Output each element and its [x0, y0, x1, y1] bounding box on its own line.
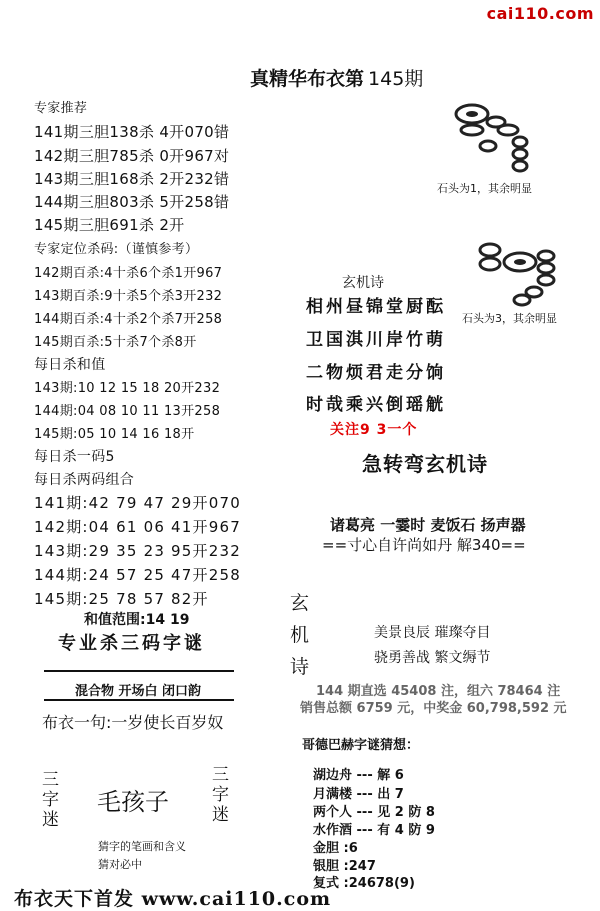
follow-note: 关注9 3一个 [330, 422, 418, 438]
site-logo: cai110.com [486, 4, 594, 23]
poem-line: 时哉乘兴倒瑶觥 [306, 395, 446, 415]
position-header: 专家定位杀码:（谨慎参考） [34, 242, 199, 257]
goldbach-row: 湖边舟 --- 解 6 [313, 768, 404, 783]
stone-diagram-1 [448, 100, 558, 180]
riddle-hint: 猜字的笔画和含义 [98, 840, 186, 853]
expert-header: 专家推荐 [34, 101, 88, 116]
kill-two-row: 145期:25 78 57 82开 [34, 590, 209, 608]
kill-two-row: 141期:42 79 47 29开070 [34, 494, 241, 512]
sum-range: 和值范围:14 19 [84, 612, 190, 628]
xuanji-line: 骁勇善战 繁文缛节 [374, 650, 491, 666]
page-title [250, 64, 423, 91]
expert-row: 141期三胆138杀 4开070错 [34, 123, 230, 141]
stone-caption-2: 石头为3，其余明显 [462, 312, 557, 325]
expert-row: 145期三胆691杀 2开 [34, 216, 185, 234]
riddle-hint: 猜对必中 [98, 858, 142, 871]
xuanji-label-char: 机 [290, 624, 310, 646]
poem-line: 二物烦君走分饷 [306, 363, 446, 383]
expert-row: 142期三胆785杀 0开967对 [34, 147, 230, 165]
goldbach-row: 两个人 --- 见 2 防 8 [313, 805, 435, 820]
divider [44, 699, 234, 701]
goldbach-row: 复式 :24678(9) [313, 876, 415, 891]
poem-line: 卫国淇川岸竹萌 [306, 330, 446, 350]
kill-two-header: 每日杀两码组合 [34, 472, 135, 488]
position-row: 145期百杀:5十杀7个杀8开 [34, 335, 197, 350]
goldbach-title: 哥德巴赫字谜猜想： [302, 738, 420, 753]
expert-row: 143期三胆168杀 2开232错 [34, 170, 230, 188]
poem-title: 玄机诗 [342, 275, 384, 291]
kill-one: 每日杀一码5 [34, 449, 115, 465]
mix-line: 混合物 开场白 闭口韵 [75, 684, 202, 699]
divider [44, 670, 234, 672]
riddle-side-right: 三字迷 [212, 765, 229, 825]
riddle-side-left: 三字迷 [42, 770, 59, 830]
calligraphy-heading: 专业杀三码字谜 [58, 633, 205, 654]
goldbach-row: 银胆 :247 [313, 859, 376, 874]
section-headline: 急转弯玄机诗 [362, 452, 488, 476]
results-line: 销售总额 6759 元，中奖金 60,798,592 元 [300, 701, 567, 716]
one-phrase: 布衣一句:一岁使长百岁奴 [42, 713, 224, 732]
expert-row: 144期三胆803杀 5开258错 [34, 193, 230, 211]
goldbach-row: 水作酒 --- 有 4 防 9 [313, 823, 435, 838]
sum-row: 145期:05 10 14 16 18开 [34, 427, 195, 442]
kill-two-row: 144期:24 57 25 47开258 [34, 566, 241, 584]
kill-two-row: 143期:29 35 23 95开232 [34, 542, 241, 560]
title-prefix: 真精华布衣第 [250, 68, 365, 90]
position-row: 143期百杀:9十杀5个杀3开232 [34, 289, 223, 304]
stone-diagram-2 [476, 236, 566, 308]
puzzle-line: 诸葛亮 一霎时 麦饭石 扬声器 [330, 516, 526, 534]
xuanji-label-char: 玄 [290, 592, 310, 614]
goldbach-row: 金胆 :6 [313, 841, 358, 856]
kill-two-row: 142期:04 61 06 41开967 [34, 518, 241, 536]
xuanji-line: 美景良辰 璀璨夺目 [374, 625, 491, 641]
title-issue: 145期 [368, 68, 424, 90]
xuanji-label-char: 诗 [290, 656, 310, 678]
poem-line: 相州昼锦堂厨酝 [306, 297, 446, 317]
sum-header: 每日杀和值 [34, 357, 106, 373]
position-row: 144期百杀:4十杀2个杀7开258 [34, 312, 223, 327]
stone-caption-1: 石头为1，其余明显 [437, 182, 532, 195]
sum-row: 144期:04 08 10 11 13开258 [34, 404, 221, 419]
puzzle-answer: ==寸心自许尚如丹 解340== [322, 536, 526, 554]
position-row: 142期百杀:4十杀6个杀1开967 [34, 266, 223, 281]
goldbach-row: 月满楼 --- 出 7 [313, 787, 404, 802]
footer-banner: 布衣天下首发 www.cai110.com [14, 888, 332, 910]
riddle-answer: 毛孩子 [97, 788, 169, 816]
results-line: 144 期直选 45408 注，组六 78464 注 [316, 684, 561, 699]
sum-row: 143期:10 12 15 18 20开232 [34, 381, 221, 396]
